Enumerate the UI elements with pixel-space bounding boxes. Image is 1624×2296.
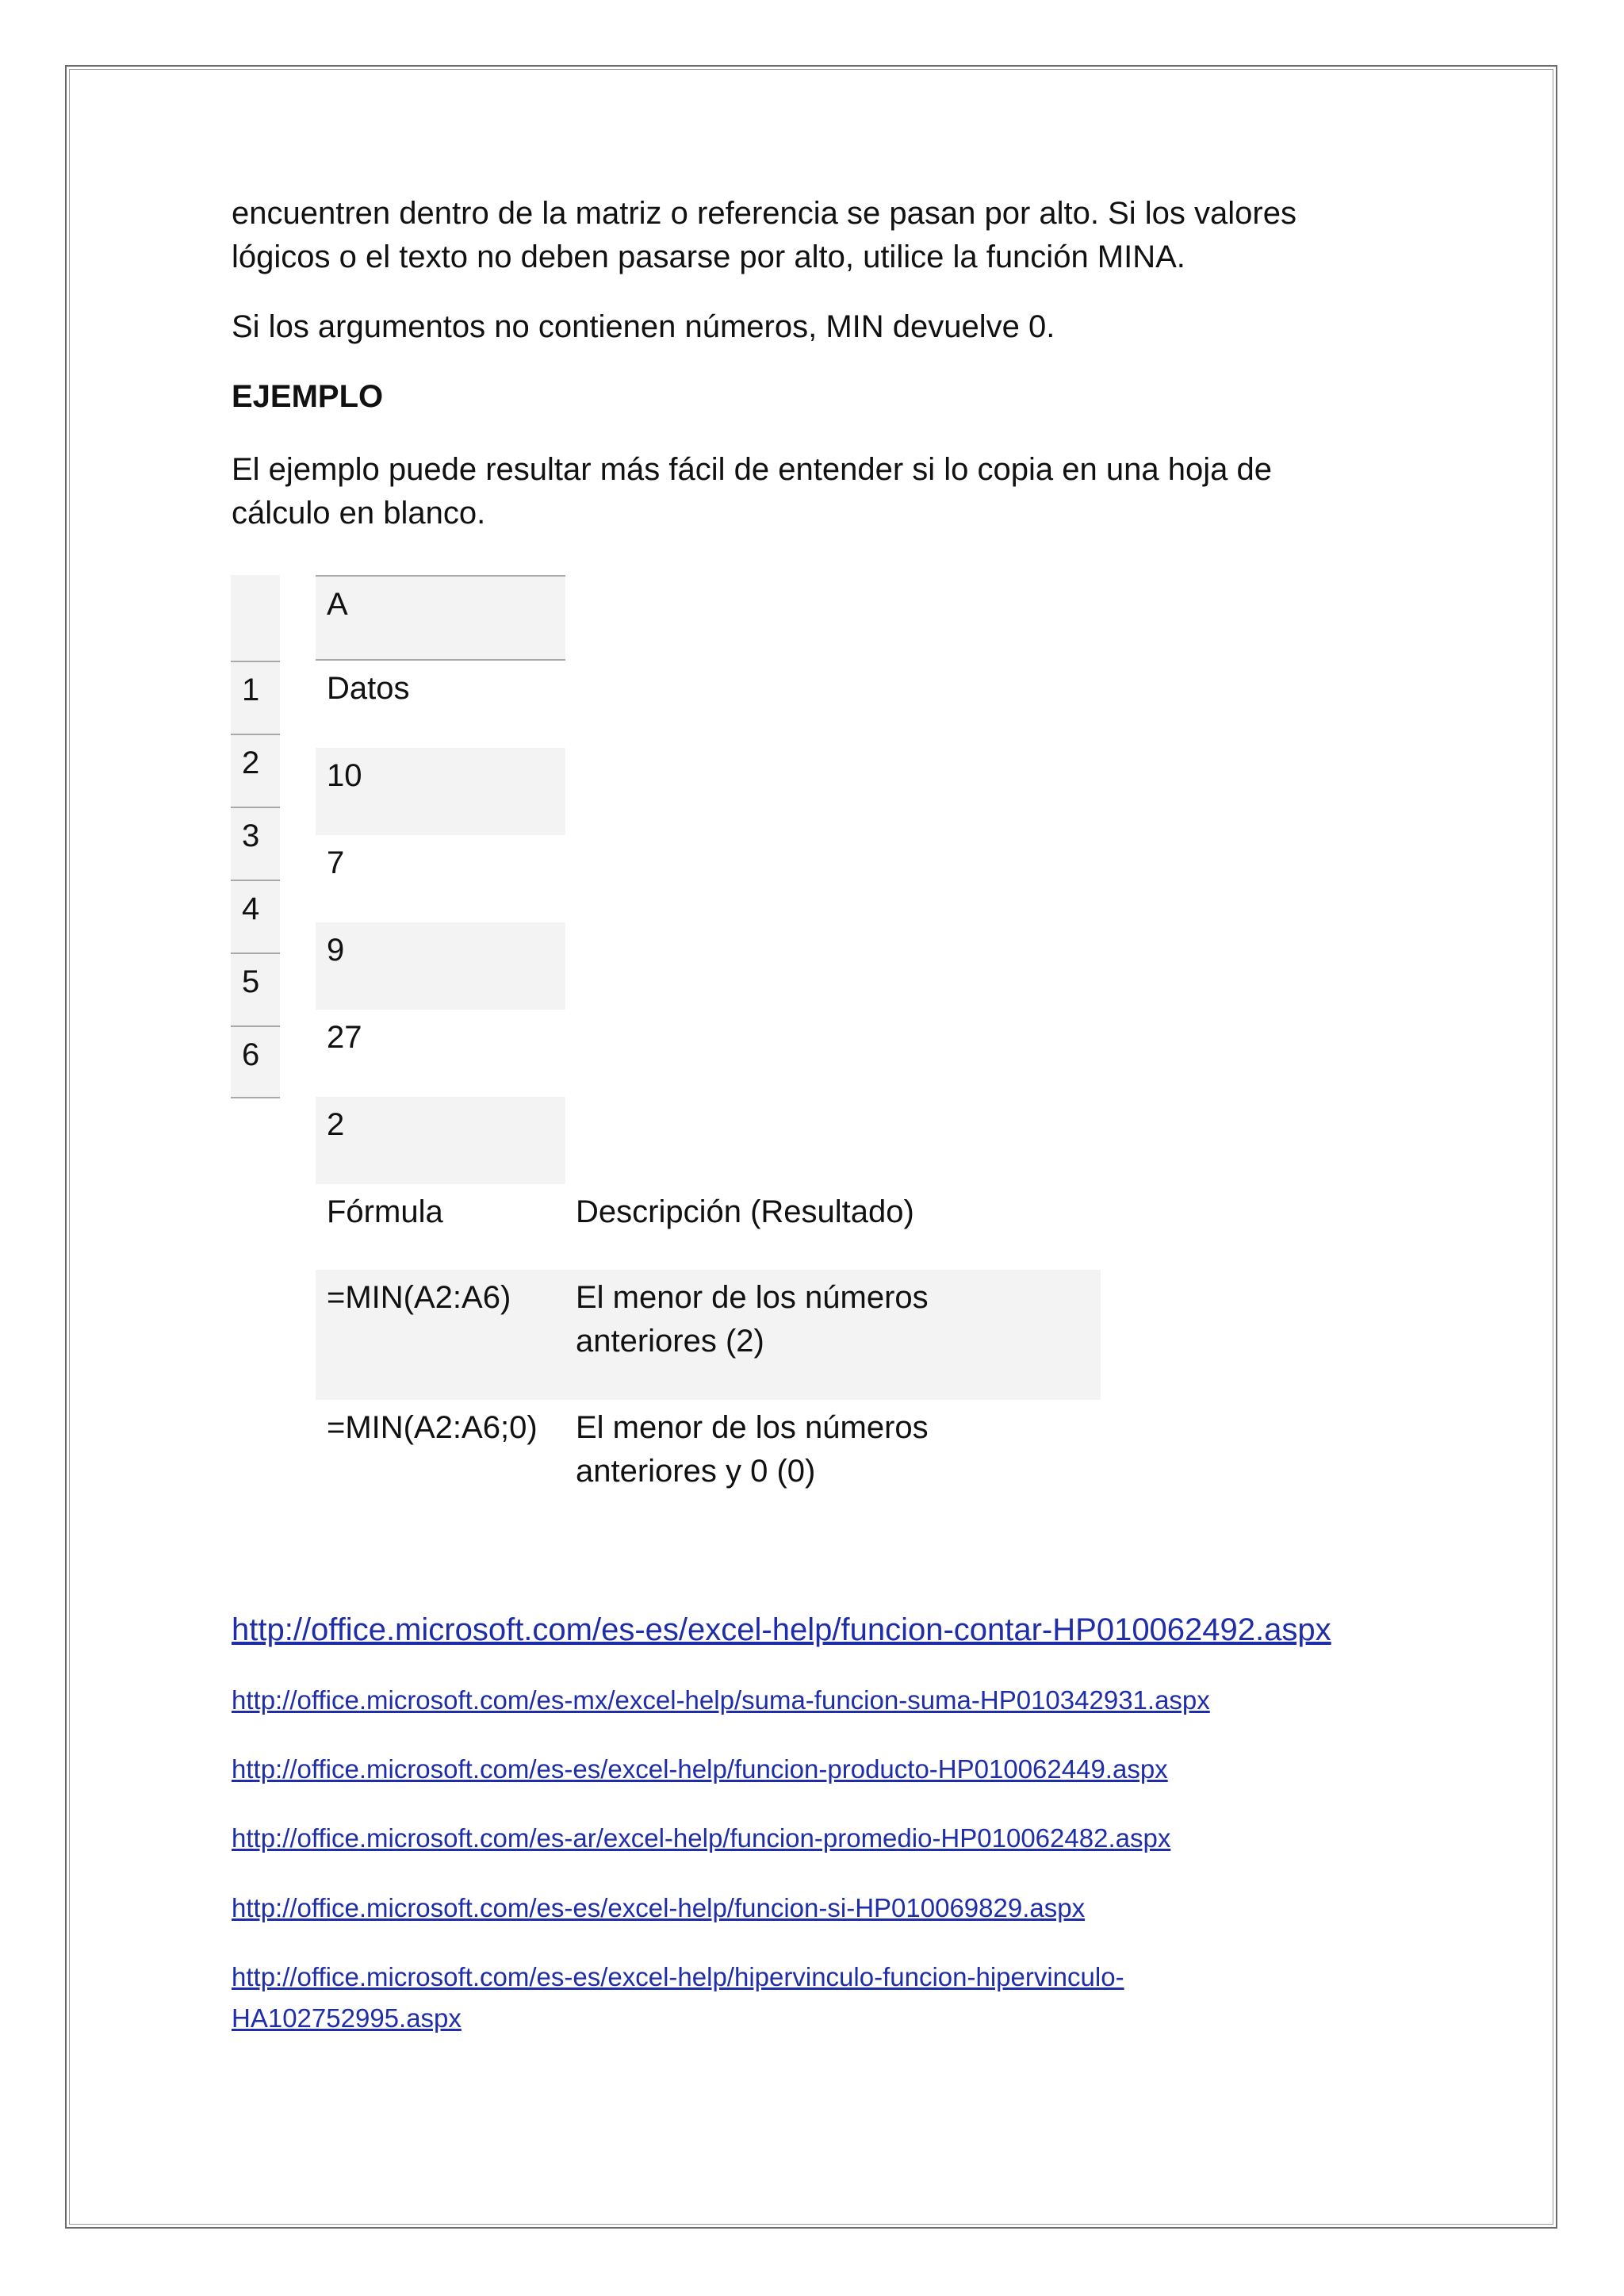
formula-cell: =MIN(A2:A6)	[327, 1280, 511, 1315]
data-cell: 27	[327, 1020, 362, 1055]
paragraph-line: encuentren dentro de la matriz o referencia se pasan por alto. Si los valores	[232, 196, 1297, 231]
column-header-cell: A	[316, 575, 565, 661]
link-funcion-si[interactable]: http://office.microsoft.com/es-es/excel-help/funcion-si-HP010069829.aspx	[232, 1893, 1086, 1922]
row-number: 5	[231, 953, 280, 1025]
data-cell: 7	[327, 845, 345, 880]
link-hipervinculo-line2[interactable]: HA102752995.aspx	[232, 2003, 462, 2033]
formula-cell: =MIN(A2:A6;0)	[327, 1410, 538, 1445]
data-cell: 10	[316, 748, 565, 835]
data-cell: Datos	[327, 671, 410, 706]
description-cell: El menor de los números anteriores y 0 (0)	[576, 1410, 929, 1489]
link-suma-funcion-suma[interactable]: http://office.microsoft.com/es-mx/excel-help/suma-funcion-suma-HP010342931.aspx	[232, 1685, 1210, 1715]
paragraph-line: lógicos o el texto no deben pasarse por alto, utilice la función MINA.	[232, 240, 1185, 274]
row-number: 2	[231, 734, 280, 807]
paragraph: Si los argumentos no contienen números, MIN devuelve 0.	[232, 309, 1055, 344]
formula-table-header	[316, 1184, 1101, 1270]
formula-header: Fórmula	[327, 1194, 443, 1229]
section-heading: EJEMPLO	[232, 379, 384, 414]
corner-cell	[231, 575, 280, 661]
description-header: Descripción (Resultado)	[576, 1194, 914, 1229]
data-cell: 2	[316, 1097, 565, 1184]
link-funcion-producto[interactable]: http://office.microsoft.com/es-es/excel-help/funcion-producto-HP010062449.aspx	[232, 1754, 1168, 1784]
data-cell: 9	[316, 922, 565, 1010]
row-number: 6	[231, 1025, 280, 1098]
description-cell: El menor de los números anteriores (2)	[576, 1280, 929, 1359]
link-funcion-contar[interactable]: http://office.microsoft.com/es-es/excel-help/funcion-contar-HP010062492.aspx	[232, 1612, 1331, 1647]
row-number: 1	[231, 661, 280, 734]
paragraph-line: cálculo en blanco.	[232, 496, 486, 531]
formula-row	[316, 1270, 1101, 1400]
formula-row	[316, 1400, 1101, 1530]
link-hipervinculo-line1[interactable]: http://office.microsoft.com/es-es/excel-help/hipervinculo-funcion-hipervinculo-	[232, 1962, 1124, 1991]
row-number: 3	[231, 807, 280, 880]
row-number: 4	[231, 880, 280, 953]
paragraph-line: El ejemplo puede resultar más fácil de entender si lo copia en una hoja de	[232, 452, 1272, 487]
link-funcion-promedio[interactable]: http://office.microsoft.com/es-ar/excel-help/funcion-promedio-HP010062482.aspx	[232, 1823, 1171, 1853]
